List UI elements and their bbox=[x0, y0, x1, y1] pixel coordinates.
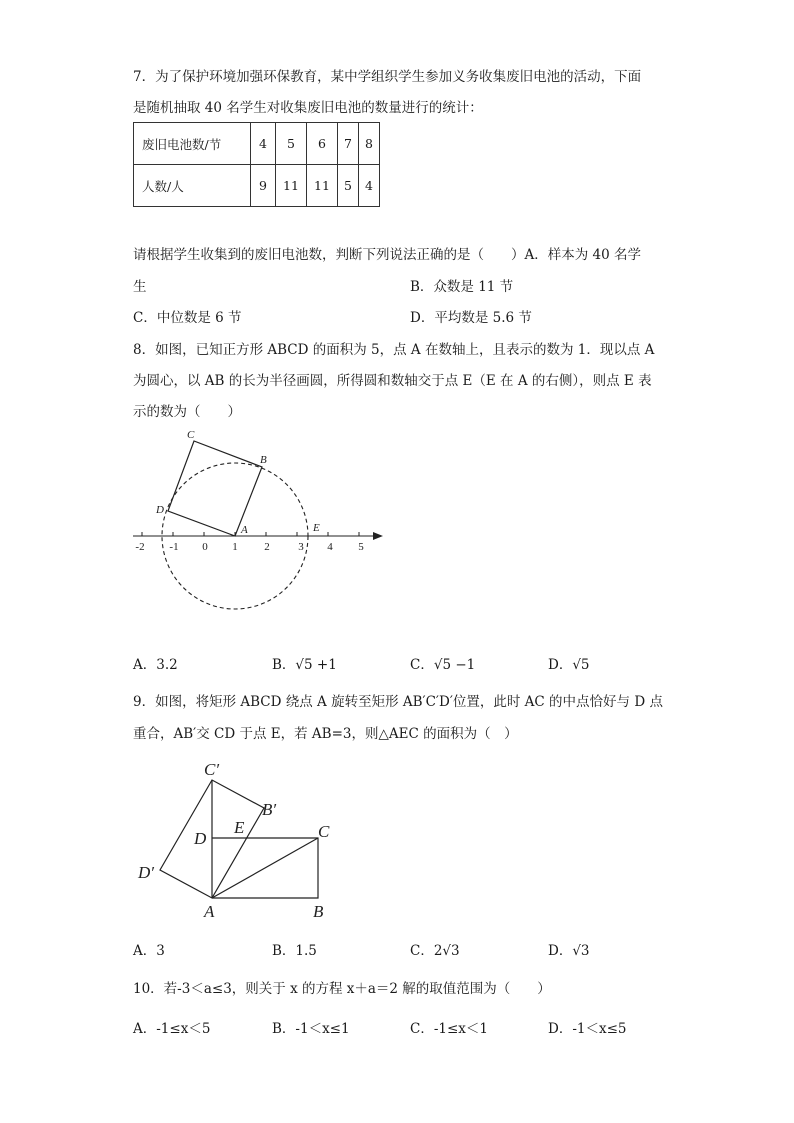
option-prefix: C． bbox=[410, 657, 434, 673]
q10-option-a: A．-1≤x＜5 bbox=[133, 1021, 211, 1037]
option-prefix: C．2 bbox=[410, 943, 443, 959]
q7-line-2: 是随机抽取 40 名学生对收集废旧电池的数量进行的统计： bbox=[133, 100, 483, 116]
label-b: B bbox=[313, 902, 324, 921]
label-d: D bbox=[194, 829, 207, 848]
table-cell: 4 bbox=[359, 165, 380, 207]
table-row bbox=[134, 165, 380, 207]
table-cell: 4 bbox=[251, 123, 276, 165]
q10-option-c: C．-1≤x＜1 bbox=[410, 1021, 488, 1037]
q8-line-2: 为圆心，以 AB 的长为半径画圆，所得圆和数轴交于点 E（E 在 A 的右侧），则点 E 表 bbox=[133, 373, 652, 389]
label-c: C bbox=[187, 429, 195, 441]
table-cell: 8 bbox=[359, 123, 380, 165]
q7-option-d: D．平均数是 5.6 节 bbox=[410, 310, 532, 326]
diagonal-ac bbox=[212, 838, 318, 898]
label-b: B bbox=[260, 454, 267, 466]
label-c: C bbox=[318, 822, 330, 841]
tick-label: 5 bbox=[358, 541, 364, 553]
q8-option-c bbox=[410, 656, 475, 674]
q9-option-c bbox=[410, 942, 460, 960]
label-c-prime: C′ bbox=[204, 760, 220, 779]
q7-prompt-line-1: 请根据学生收集到的废旧电池数，判断下列说法正确的是（ ）A．样本为 40 名学 bbox=[133, 247, 642, 263]
q8-option-d bbox=[548, 656, 590, 674]
q8-option-b bbox=[272, 656, 337, 674]
q8-line-3: 示的数为（ ） bbox=[133, 404, 241, 420]
option-prefix: D． bbox=[548, 943, 573, 959]
axis-arrow-icon bbox=[373, 532, 383, 540]
table-cell: 11 bbox=[276, 165, 307, 207]
q7-option-b: B．众数是 11 节 bbox=[410, 279, 514, 295]
q9-option-a: A．3 bbox=[133, 943, 165, 959]
tick-label: 1 bbox=[232, 541, 238, 553]
option-math: √5 −1 bbox=[433, 657, 476, 673]
q9-figure bbox=[130, 755, 350, 925]
q9-option-b: B．1.5 bbox=[272, 943, 317, 959]
battery-stats-table bbox=[133, 122, 380, 207]
q9-option-d bbox=[548, 942, 590, 960]
axis-ticks bbox=[142, 532, 359, 536]
tick-label: 0 bbox=[202, 541, 208, 553]
q10-option-b: B．-1＜x≤1 bbox=[272, 1021, 350, 1037]
table-cell: 11 bbox=[307, 165, 338, 207]
label-d: D bbox=[156, 504, 164, 516]
option-math: √3 bbox=[572, 943, 590, 959]
tick-label: 2 bbox=[264, 541, 270, 553]
q9-line-2: 重合，AB′交 CD 于点 E，若 AB=3，则△AEC 的面积为（ ） bbox=[133, 726, 518, 742]
option-math: √5 bbox=[572, 657, 590, 673]
label-e: E bbox=[234, 818, 245, 837]
q10-line-1: 10．若-3＜a≤3，则关于 x 的方程 x＋a＝2 解的取值范围为（ ） bbox=[133, 981, 551, 997]
table-cell: 6 bbox=[307, 123, 338, 165]
q8-figure bbox=[125, 425, 395, 620]
q9-line-1: 9．如图，将矩形 ABCD 绕点 A 旋转至矩形 AB′C′D′位置，此时 AC 的中点恰好与 D 点 bbox=[133, 694, 663, 710]
table-header-cell: 废旧电池数/节 bbox=[134, 123, 251, 165]
table-cell: 5 bbox=[338, 165, 359, 207]
table-cell: 7 bbox=[338, 123, 359, 165]
option-math: √5 +1 bbox=[295, 657, 337, 673]
tick-label: -1 bbox=[169, 541, 179, 553]
label-a: A bbox=[241, 524, 248, 536]
tick-label: 3 bbox=[298, 541, 304, 553]
q7-line-1: 7．为了保护环境加强环保教育，某中学组织学生参加义务收集废旧电池的活动，下面 bbox=[133, 69, 642, 85]
label-b-prime: B′ bbox=[262, 800, 277, 819]
label-a: A bbox=[204, 902, 215, 921]
q8-line-1: 8．如图，已知正方形 ABCD 的面积为 5，点 A 在数轴上，且表示的数为 1．现以点 A bbox=[133, 342, 655, 358]
tick-label: 4 bbox=[327, 541, 333, 553]
square-abcd bbox=[168, 441, 262, 536]
q7-prompt-line-2: 生 bbox=[133, 279, 147, 295]
q10-option-d: D．-1＜x≤5 bbox=[548, 1021, 627, 1037]
q7-option-c: C．中位数是 6 节 bbox=[133, 310, 242, 326]
option-math: √3 bbox=[442, 943, 460, 959]
table-header-cell: 人数/人 bbox=[134, 165, 251, 207]
table-row bbox=[134, 123, 380, 165]
option-prefix: D． bbox=[548, 657, 573, 673]
q8-option-a: A．3.2 bbox=[133, 657, 178, 673]
table-cell: 9 bbox=[251, 165, 276, 207]
option-prefix: B． bbox=[272, 657, 296, 673]
table-cell: 5 bbox=[276, 123, 307, 165]
tick-label: -2 bbox=[135, 541, 145, 553]
label-e: E bbox=[313, 522, 320, 534]
label-d-prime: D′ bbox=[138, 863, 154, 882]
